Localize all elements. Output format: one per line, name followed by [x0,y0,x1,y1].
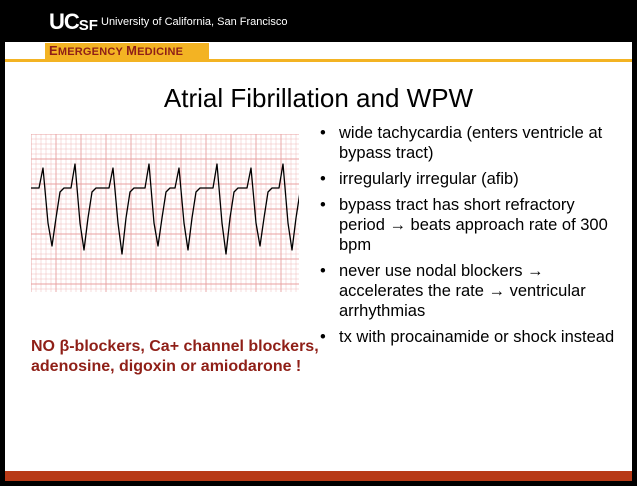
header-rule [5,59,632,62]
ucsf-logo: UCSF [49,9,98,34]
header-bar [5,5,632,42]
bottom-bar [5,471,632,481]
bullet-list [317,123,623,353]
bullet-icon: • [320,124,326,142]
slide-title: Atrial Fibrillation and WPW [163,83,474,113]
bullet-item: • never use nodal blockers → accelerates the rate → ventricular arrhythmias [320,262,586,320]
bullet-item: • bypass tract has short refractory period → beats approach rate of 300 bpm [320,196,608,254]
bullet-icon: • [320,170,326,188]
ecg-strip-image [31,134,299,292]
warning-text: NO β-blockers, Ca+ channel blockers, adenosine, digoxin or amiodarone ! [31,338,319,375]
bullet-item: • irregularly irregular (afib) [320,170,519,188]
department-banner: EMERGENCY MEDICINE [45,43,209,59]
bullet-item: • tx with procainamide or shock instead [320,328,615,346]
bullet-icon: • [320,328,326,346]
bullet-icon: • [320,262,326,280]
bullet-icon: • [320,196,326,214]
bullet-item: • wide tachycardia (enters ventricle at bypass tract) [320,124,603,162]
slide [5,5,632,481]
university-name: University of California, San Francisco [101,16,288,28]
